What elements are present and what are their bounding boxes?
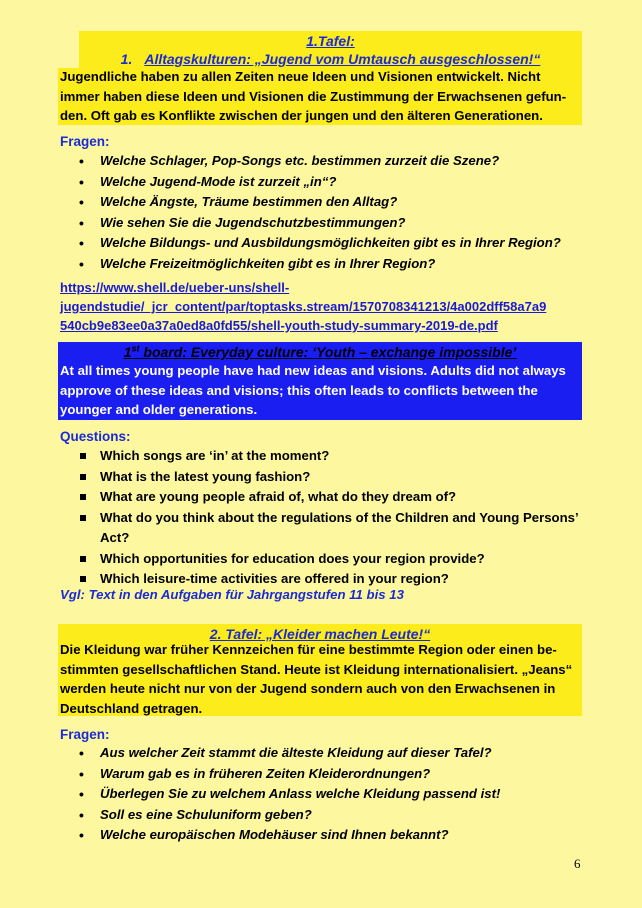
vgl-reference: Vgl: Text in den Aufgaben für Jahrgangstufen 11 bis 13 <box>60 587 404 602</box>
link-line: 540cb9e83ee0a37a0ed8a0fd55/shell-youth-study-summary-2019-de.pdf <box>60 318 498 333</box>
question-item: What are young people afraid of, what do they dream of? <box>60 487 630 508</box>
question-item: • Wie sehen Sie die Jugendschutzbestimmungen? <box>60 213 620 234</box>
question-item: • Welche Bildungs- und Ausbildungsmöglichkeiten gibt es in Ihrer Region? <box>60 233 620 254</box>
board1-paragraph <box>60 67 630 126</box>
question-item-continuation: Act? <box>100 530 130 545</box>
shell-study-link[interactable] <box>60 278 630 335</box>
board1-en-line: approve of these ideas and visions; this often leads to conflicts between the <box>60 382 538 398</box>
board1-questions-list <box>60 151 620 274</box>
board2-questions-list <box>60 743 620 846</box>
board1-line: Jugendliche haben zu allen Zeiten neue Ideen und Visionen entwickelt. Nicht <box>60 69 541 84</box>
question-item: What do you think about the regulations of the Children and Young Persons’ <box>60 508 630 529</box>
page-number: 6 <box>574 856 581 871</box>
question-item: • Soll es eine Schuluniform geben? <box>60 805 620 826</box>
board1-en-questions-list <box>60 446 630 590</box>
question-item: Which songs are ‘in’ at the moment? <box>60 446 630 467</box>
board2-heading: 2. Tafel: „Kleider machen Leute!“ <box>209 626 431 642</box>
question-item: • Welche Freizeitmöglichkeiten gibt es in Ihrer Region? <box>60 254 620 275</box>
question-item: Which leisure-time activities are offered in your region? <box>60 569 630 590</box>
board2-questions-heading: Fragen: <box>60 727 110 742</box>
board1-en-title <box>58 344 582 361</box>
board1-en-title-num: 1 <box>123 344 132 360</box>
board1-heading: 1.Tafel: <box>306 33 355 49</box>
question-item: What is the latest young fashion? <box>60 467 630 488</box>
link-line: jugendstudie/_jcr_content/par/toptasks.stream/1570708341213/4a002dff58a7a9 <box>60 299 547 314</box>
board1-questions-heading: Fragen: <box>60 134 110 149</box>
board2-line: Deutschland getragen. <box>60 700 203 716</box>
question-item: • Warum gab es in früheren Zeiten Kleiderordnungen? <box>60 764 620 785</box>
board2-line: Die Kleidung war früher Kennzeichen für eine bestimmte Region oder einen be- <box>60 642 557 657</box>
board2-paragraph <box>60 640 630 718</box>
question-item: Which opportunities for education does your region provide? <box>60 549 630 570</box>
link-line: https://www.shell.de/ueber-uns/shell- <box>60 280 290 295</box>
question-item: • Überlegen Sie zu welchem Anlass welche Kleidung passend ist! <box>60 784 620 805</box>
board1-en-line: younger and older generations. <box>60 402 258 417</box>
board2-line: werden heute nicht nur von der Jugend sondern auch von den Erwachsenen in <box>60 681 556 696</box>
question-item: • Aus welcher Zeit stammt die älteste Kleidung auf dieser Tafel? <box>60 743 620 764</box>
board1-line: immer haben diese Ideen und Visionen die Zustimmung der Erwachsenen gefun- <box>60 88 567 104</box>
board1-subtitle-num: 1. <box>120 51 133 67</box>
board1-subtitle-text: Alltagskulturen: „Jugend vom Umtausch ausgeschlossen!“ <box>144 51 541 67</box>
question-item: • Welche Jugend-Mode ist zurzeit „in“? <box>60 172 620 193</box>
question-item: • Welche Schlager, Pop-Songs etc. bestimmen zurzeit die Szene? <box>60 151 620 172</box>
board1-subtitle <box>79 51 582 68</box>
board1-en-title-text: board: Everyday culture: ‘Youth – exchange impossible’ <box>139 344 517 360</box>
board1-en-title-sup: st <box>131 343 140 354</box>
board1-en-questions-heading: Questions: <box>60 429 131 444</box>
question-item: • Welche Ängste, Träume bestimmen den Alltag? <box>60 192 620 213</box>
board1-en-line: At all times young people have had new ideas and visions. Adults did not always <box>60 363 566 378</box>
board1-en-paragraph <box>60 361 630 420</box>
question-item: • Welche europäischen Modehäuser sind Ihnen bekannt? <box>60 825 620 846</box>
board2-line: stimmten gesellschaftlichen Stand. Heute ist Kleidung internationalisiert. „Jeans“ <box>60 661 573 677</box>
board1-line: den. Oft gab es Konflikte zwischen der jungen und den älteren Generationen. <box>60 108 543 123</box>
